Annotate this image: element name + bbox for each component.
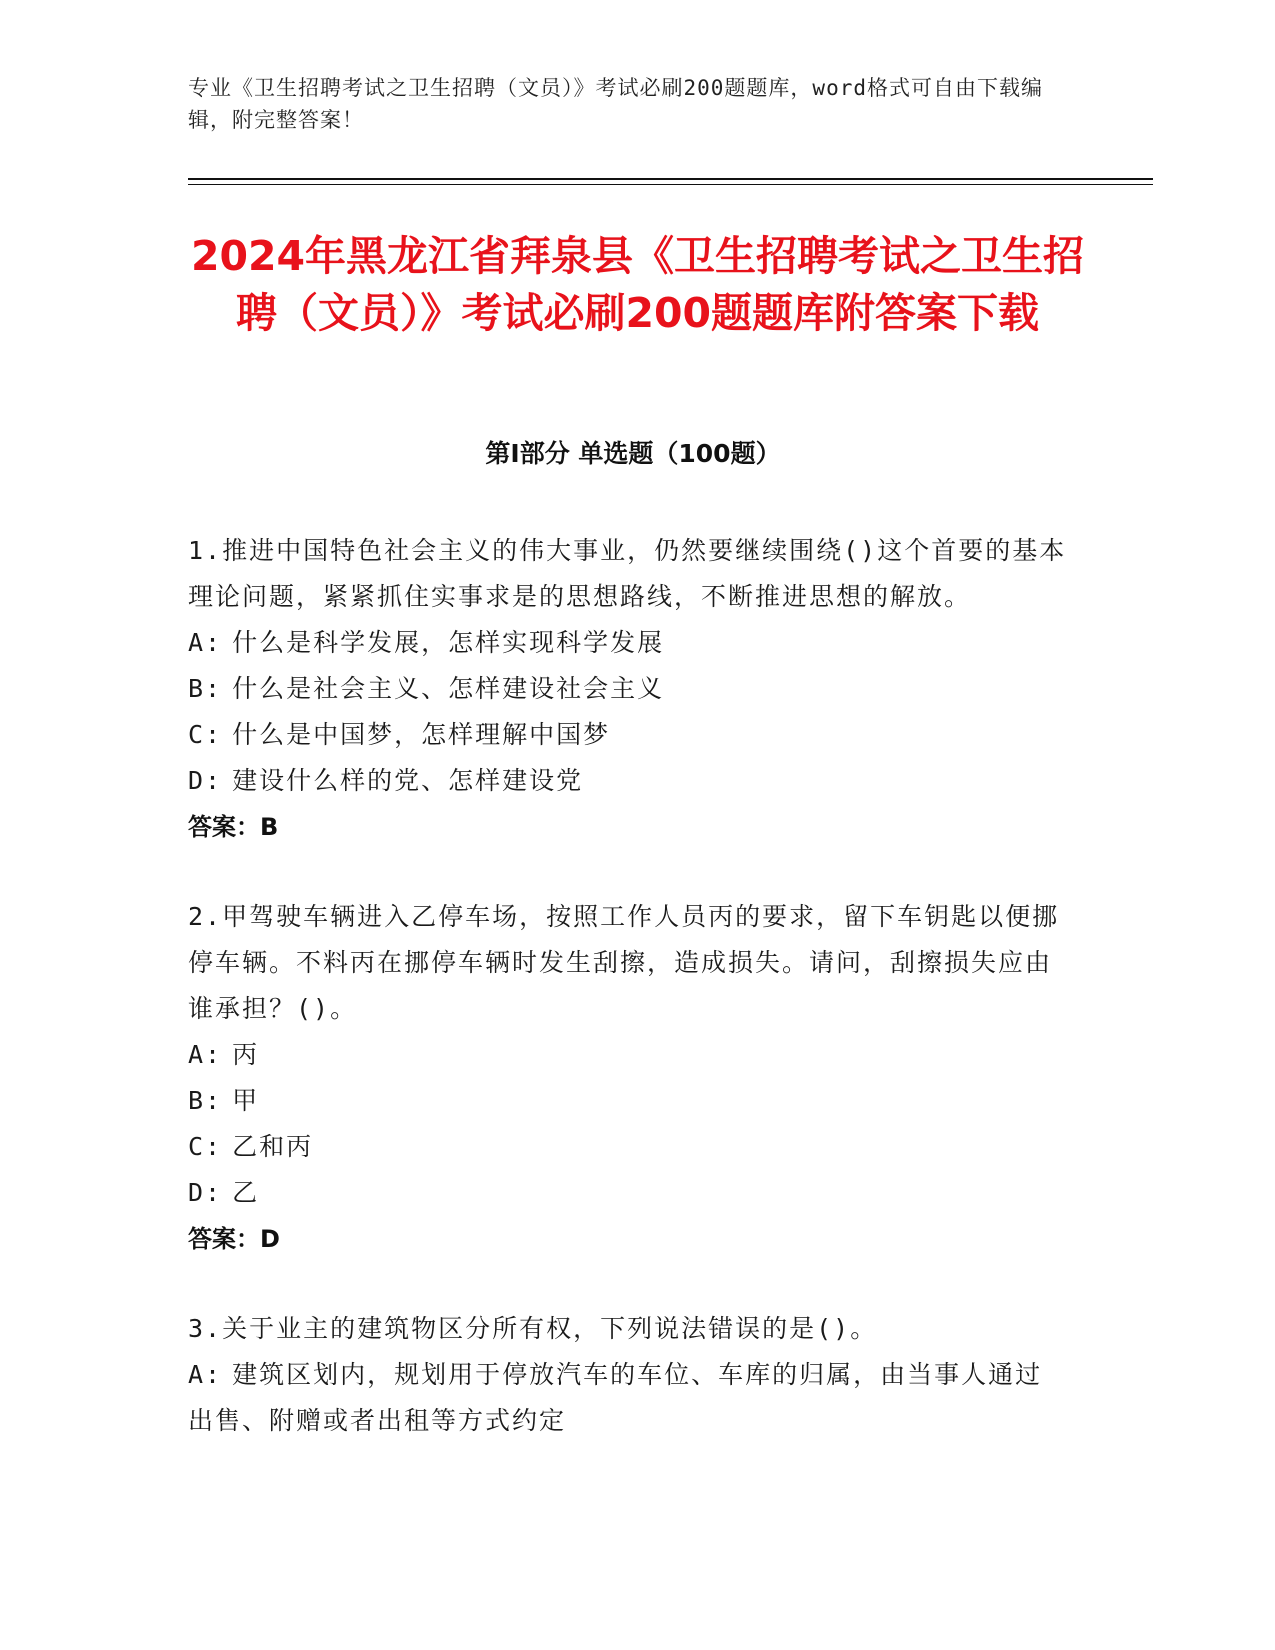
document-title: 2024年黑龙江省拜泉县《卫生招聘考试之卫生招聘（文员）》考试必刷200题题库附答案下载 [190,232,1085,337]
section-title: 第Ⅰ部分 单选题（100题） [485,439,781,468]
question-1 [188,528,1068,850]
option-text: 什么是社会主义、怎样建设社会主义 [232,674,665,703]
option-d [188,1170,1068,1216]
option-key: D: [188,766,223,795]
answer-label: 答案：B [188,813,279,841]
option-key: D: [188,1178,223,1207]
answer-label: 答案：D [188,1225,280,1253]
option-d [188,758,1068,804]
option-key: B: [188,674,223,703]
option-key: C: [188,1132,223,1161]
header-note: 专业《卫生招聘考试之卫生招聘（文员）》考试必刷200题题库，word格式可自由下载编辑，附完整答案！ [188,76,1043,132]
option-text: 什么是中国梦，怎样理解中国梦 [232,720,611,749]
option-text: 甲 [232,1086,260,1115]
option-b [188,1078,1068,1124]
option-c [188,712,1068,758]
option-a [188,1032,1068,1078]
question-3 [188,1306,1068,1444]
option-key: C: [188,720,223,749]
option-text: 建筑区划内，规划用于停放汽车的车位、车库的归属，由当事人通过出售、附赠或者出租等方式约定 [188,1360,1043,1435]
option-text: 什么是科学发展，怎样实现科学发展 [232,628,665,657]
option-text: 乙和丙 [232,1132,314,1161]
option-text: 建设什么样的党、怎样建设党 [232,766,584,795]
option-key: A: [188,1360,223,1389]
option-a [188,1352,1068,1444]
option-key: A: [188,628,223,657]
header-divider-thick [188,178,1153,180]
header-divider-thin [188,184,1153,185]
option-text: 乙 [232,1178,260,1207]
option-b [188,666,1068,712]
option-key: B: [188,1086,223,1115]
option-c [188,1124,1068,1170]
question-stem: 1.推进中国特色社会主义的伟大事业，仍然要继续围绕()这个首要的基本理论问题，紧紧抓住实事求是的思想路线，不断推进思想的解放。 [188,536,1067,611]
option-a [188,620,1068,666]
question-2 [188,894,1068,1262]
question-list [188,528,1068,1488]
question-stem: 3.关于业主的建筑物区分所有权，下列说法错误的是()。 [188,1314,878,1343]
option-text: 丙 [232,1040,260,1069]
question-stem: 2.甲驾驶车辆进入乙停车场，按照工作人员丙的要求，留下车钥匙以便挪停车辆。不料丙在挪停车辆时发生刮擦，造成损失。请问，刮擦损失应由谁承担？()。 [188,902,1060,1023]
option-key: A: [188,1040,223,1069]
